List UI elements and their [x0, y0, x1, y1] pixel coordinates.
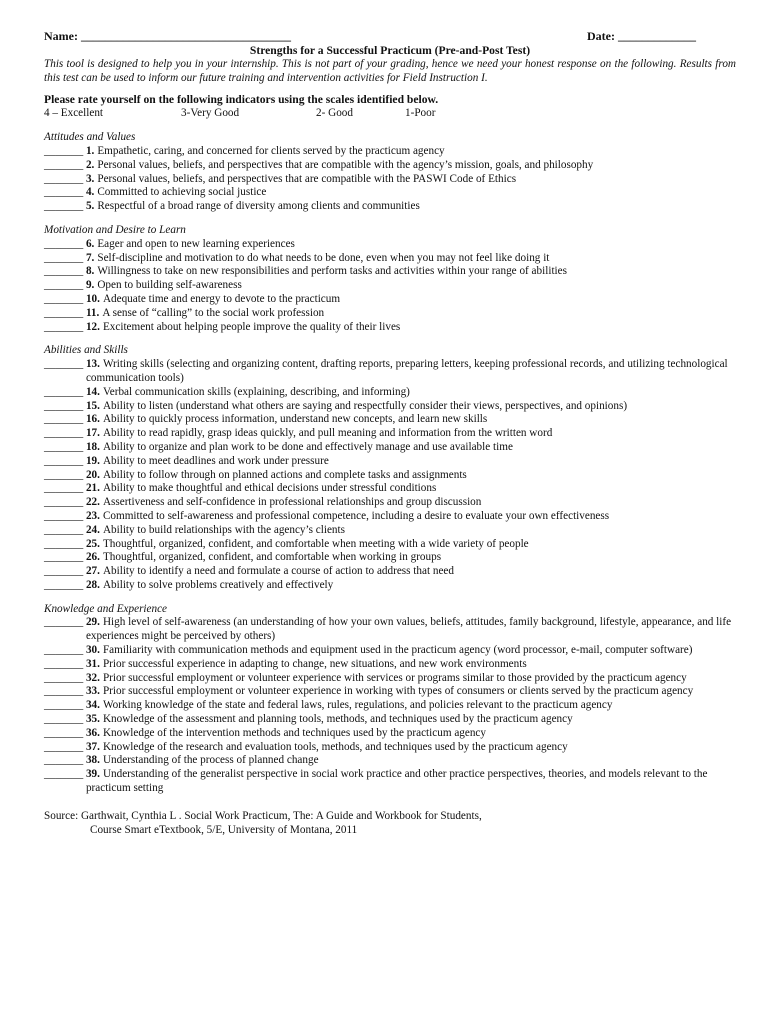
rating-blank[interactable]: _______: [44, 768, 86, 781]
rating-blank[interactable]: _______: [44, 509, 86, 522]
indicator-number: 36.: [85, 726, 100, 739]
indicator-text-wrap: [86, 252, 736, 266]
source-citation: [44, 810, 736, 838]
rating-blank[interactable]: _______: [44, 320, 86, 333]
indicator-item: [44, 768, 736, 796]
indicator-number: 7.: [85, 251, 95, 264]
indicator-text-wrap: [86, 413, 736, 427]
indicator-text-wrap: [86, 159, 736, 173]
indicator-text-wrap: [86, 386, 736, 400]
indicator-item: [44, 441, 736, 455]
indicator-text-wrap: [86, 644, 736, 658]
indicator-number: 32.: [85, 671, 100, 684]
indicator-text-wrap: [86, 358, 736, 386]
rating-blank[interactable]: _______: [44, 292, 86, 305]
indicator-item: [44, 685, 736, 699]
section-title: Motivation and Desire to Learn: [44, 223, 186, 236]
indicator-item: [44, 551, 736, 565]
indicator-text-wrap: [86, 496, 736, 510]
indicator-text-wrap: [86, 427, 736, 441]
indicator-number: 5.: [85, 200, 95, 213]
scale-excellent: 4 – Excellent: [44, 107, 104, 120]
indicator-text-wrap: [86, 510, 736, 524]
indicator-number: 17.: [85, 427, 100, 440]
indicator-text: Ability to identify a need and formulate a course of action to address that need: [102, 565, 454, 578]
indicator-number: 38.: [85, 754, 100, 767]
indicator-text: Committed to achieving social justice: [97, 186, 267, 199]
rating-blank[interactable]: _______: [44, 279, 86, 292]
indicator-text: Prior successful experience in adapting to change, new situations, and new work environments: [102, 657, 527, 670]
section-title: Abilities and Skills: [44, 344, 128, 357]
indicator-number: 39.: [85, 768, 100, 781]
rating-blank[interactable]: _______: [44, 172, 86, 185]
indicator-text-wrap: [86, 672, 736, 686]
indicator-text: Ability to meet deadlines and work under pressure: [102, 454, 329, 467]
indicator-number: 11.: [85, 306, 100, 319]
indicator-number: 13.: [85, 358, 100, 371]
indicator-text-wrap: [86, 469, 736, 483]
indicator-number: 10.: [85, 292, 100, 305]
rating-blank[interactable]: _______: [44, 158, 86, 171]
indicator-number: 30.: [85, 644, 100, 657]
indicator-number: 24.: [85, 523, 100, 536]
rating-blank[interactable]: _______: [44, 523, 86, 536]
indicator-number: 6.: [85, 237, 95, 250]
rating-blank[interactable]: _______: [44, 468, 86, 481]
scale-poor: 1-Poor: [405, 107, 436, 120]
indicator-text: Personal values, beliefs, and perspectives that are compatible with the agency’s mission, goals, and philosophy: [97, 158, 594, 171]
rating-blank[interactable]: _______: [44, 144, 86, 157]
indicator-text: High level of self-awareness (an understanding of how your own values, beliefs, attitudes, family background, lifestyle, appearance, and life experiences might be perceived by others): [85, 616, 732, 643]
indicator-text: Open to building self-awareness: [97, 279, 242, 292]
indicator-number: 16.: [85, 413, 100, 426]
rating-blank[interactable]: _______: [44, 537, 86, 550]
rating-blank[interactable]: _______: [44, 237, 86, 250]
indicator-text-wrap: [86, 173, 736, 187]
indicator-item: [44, 413, 736, 427]
name-field: Name: ___________________________________: [44, 29, 291, 43]
indicator-text-wrap: [86, 200, 736, 214]
indicator-number: 21.: [85, 482, 100, 495]
indicator-item: [44, 469, 736, 483]
rating-blank[interactable]: _______: [44, 578, 86, 591]
indicator-text: Knowledge of the research and evaluation tools, methods, and techniques used by the practicum agency: [102, 740, 568, 753]
indicator-text-wrap: [86, 768, 736, 796]
indicator-item: [44, 672, 736, 686]
indicator-text: Thoughtful, organized, confident, and comfortable when working in groups: [102, 551, 442, 564]
indicator-text-wrap: [86, 699, 736, 713]
indicator-number: 18.: [85, 440, 100, 453]
scale-good: 2- Good: [316, 107, 353, 120]
indicator-text: Thoughtful, organized, confident, and comfortable when meeting with a wide variety of people: [102, 537, 529, 550]
rating-blank[interactable]: _______: [44, 699, 86, 712]
page-title: Strengths for a Successful Practicum (Pre-and-Post Test): [249, 44, 531, 57]
rating-scale: [44, 107, 736, 121]
indicator-item: [44, 238, 736, 252]
rating-blank[interactable]: _______: [44, 726, 86, 739]
indicator-text: Ability to organize and plan work to be done and effectively manage and use available time: [102, 440, 513, 453]
rating-blank[interactable]: _______: [44, 358, 86, 371]
indicator-item: [44, 427, 736, 441]
indicator-item: [44, 482, 736, 496]
indicator-text: Knowledge of the assessment and planning tools, methods, and techniques used by the practicum agency: [102, 713, 573, 726]
indicator-item: [44, 565, 736, 579]
indicator-text-wrap: [86, 551, 736, 565]
indicator-text: Understanding of the process of planned change: [102, 754, 319, 767]
indicator-text-wrap: [86, 186, 736, 200]
indicator-item: [44, 496, 736, 510]
indicator-item: [44, 510, 736, 524]
indicator-item: [44, 293, 736, 307]
indicator-number: 27.: [85, 565, 100, 578]
indicator-text-wrap: [86, 238, 736, 252]
rating-blank[interactable]: _______: [44, 657, 86, 670]
indicator-item: [44, 538, 736, 552]
indicator-item: [44, 358, 736, 386]
indicator-number: 28.: [85, 578, 100, 591]
indicator-text: Ability to make thoughtful and ethical decisions under stressful conditions: [102, 482, 437, 495]
source-line-1: Source: Garthwait, Cynthia L . Social Work Practicum, The: A Guide and Workbook for Students,: [44, 809, 482, 822]
indicator-text: Eager and open to new learning experiences: [97, 237, 295, 250]
rating-blank[interactable]: _______: [44, 671, 86, 684]
indicator-text-wrap: [86, 538, 736, 552]
indicator-text: Prior successful employment or volunteer experience in working with types of consumers or clients served by the practicum agency: [102, 685, 694, 698]
rating-blank[interactable]: _______: [44, 251, 86, 264]
indicator-text: Ability to quickly process information, understand new concepts, and learn new skills: [102, 413, 488, 426]
indicator-text: Verbal communication skills (explaining, describing, and informing): [102, 385, 410, 398]
indicator-item: [44, 307, 736, 321]
indicator-text: Ability to listen (understand what others are saying and respectfully consider their views, perspectives, and opinions): [102, 399, 628, 412]
rating-blank[interactable]: _______: [44, 186, 86, 199]
indicator-item: [44, 386, 736, 400]
rating-blank[interactable]: _______: [44, 496, 86, 509]
intro-paragraph: This tool is designed to help you in your internship. This is not part of your grading, hence we need your honest response on the following. Results from this test can be used to inform our future training and intervention activities for Field Instruction I.: [44, 57, 736, 84]
indicator-text: Understanding of the generalist perspective in social work practice and other practice perspectives, theories, and models relevant to the practicum setting: [85, 768, 708, 795]
indicator-number: 37.: [85, 740, 100, 753]
indicator-item: [44, 524, 736, 538]
indicator-text: Ability to read rapidly, grasp ideas quickly, and pull meaning and information from the written word: [102, 427, 553, 440]
date-field: Date: _____________: [587, 29, 696, 43]
indicator-text: Assertiveness and self-confidence in professional relationships and group discussion: [102, 496, 482, 509]
indicator-text-wrap: [86, 455, 736, 469]
indicator-text: Familiarity with communication methods and equipment used in the practicum agency (word processor, e-mail, computer software): [102, 644, 693, 657]
indicator-text-wrap: [86, 713, 736, 727]
indicator-item: [44, 616, 736, 644]
indicator-number: 14.: [85, 385, 100, 398]
rating-blank[interactable]: _______: [44, 200, 86, 213]
indicator-item: [44, 173, 736, 187]
indicator-text: Empathetic, caring, and concerned for clients served by the practicum agency: [97, 144, 445, 157]
rating-blank[interactable]: _______: [44, 399, 86, 412]
indicator-text: A sense of “calling” to the social work profession: [102, 306, 325, 319]
rating-blank[interactable]: _______: [44, 413, 86, 426]
rating-blank[interactable]: _______: [44, 644, 86, 657]
indicator-item: [44, 200, 736, 214]
indicator-text: Excitement about helping people improve the quality of their lives: [102, 320, 401, 333]
rating-blank[interactable]: _______: [44, 551, 86, 564]
indicator-item: [44, 741, 736, 755]
indicator-text-wrap: [86, 616, 736, 644]
indicator-number: 19.: [85, 454, 100, 467]
indicator-number: 12.: [85, 320, 100, 333]
indicator-text: Ability to solve problems creatively and effectively: [102, 578, 334, 591]
rating-blank[interactable]: _______: [44, 385, 86, 398]
indicator-text-wrap: [86, 727, 736, 741]
indicator-number: 23.: [85, 509, 100, 522]
indicator-number: 2.: [85, 158, 95, 171]
indicator-text-wrap: [86, 524, 736, 538]
rating-blank[interactable]: _______: [44, 482, 86, 495]
indicator-text-wrap: [86, 754, 736, 768]
indicator-text: Working knowledge of the state and federal laws, rules, regulations, and policies relevant to the practicum agency: [102, 699, 613, 712]
indicator-item: [44, 754, 736, 768]
rating-blank[interactable]: _______: [44, 440, 86, 453]
source-line-2: Course Smart eTextbook, 5/E, University of Montana, 2011: [90, 823, 358, 836]
indicator-text-wrap: [86, 741, 736, 755]
scale-very-good: 3-Very Good: [181, 107, 240, 120]
indicator-item: [44, 252, 736, 266]
indicator-text-wrap: [86, 400, 736, 414]
indicator-text: Personal values, beliefs, and perspectives that are compatible with the PASWI Code of Ethics: [97, 172, 517, 185]
indicator-item: [44, 713, 736, 727]
indicator-number: 20.: [85, 468, 100, 481]
indicator-number: 29.: [85, 616, 100, 629]
indicator-text-wrap: [86, 279, 736, 293]
indicator-number: 34.: [85, 699, 100, 712]
indicator-item: [44, 658, 736, 672]
indicator-number: 26.: [85, 551, 100, 564]
indicator-number: 33.: [85, 685, 100, 698]
indicator-number: 8.: [85, 265, 95, 278]
indicator-item: [44, 455, 736, 469]
indicator-text: Ability to build relationships with the agency’s clients: [102, 523, 345, 536]
indicator-number: 31.: [85, 657, 100, 670]
indicator-item: [44, 579, 736, 593]
indicator-number: 9.: [85, 279, 95, 292]
indicator-text: Respectful of a broad range of diversity among clients and communities: [97, 200, 420, 213]
indicator-text: Ability to follow through on planned actions and complete tasks and assignments: [102, 468, 467, 481]
rating-blank[interactable]: _______: [44, 754, 86, 767]
indicator-text-wrap: [86, 307, 736, 321]
indicator-number: 4.: [85, 186, 95, 199]
rating-blank[interactable]: _______: [44, 685, 86, 698]
indicator-item: [44, 265, 736, 279]
indicator-number: 25.: [85, 537, 100, 550]
indicator-item: [44, 400, 736, 414]
indicator-item: [44, 644, 736, 658]
indicator-text-wrap: [86, 658, 736, 672]
indicator-text-wrap: [86, 441, 736, 455]
indicator-number: 35.: [85, 713, 100, 726]
rating-blank[interactable]: _______: [44, 713, 86, 726]
indicator-item: [44, 727, 736, 741]
indicator-text-wrap: [86, 265, 736, 279]
rating-blank[interactable]: _______: [44, 740, 86, 753]
indicator-sections: [44, 131, 736, 796]
section-title: Knowledge and Experience: [44, 602, 168, 615]
indicator-text: Willingness to take on new responsibilities and perform tasks and activities within your range of abilities: [97, 265, 567, 278]
indicator-text-wrap: [86, 565, 736, 579]
rating-blank[interactable]: _______: [44, 565, 86, 578]
rating-blank[interactable]: _______: [44, 427, 86, 440]
indicator-text-wrap: [86, 685, 736, 699]
indicator-item: [44, 321, 736, 335]
indicator-item: [44, 186, 736, 200]
indicator-item: [44, 279, 736, 293]
indicator-number: 1.: [85, 144, 95, 157]
indicator-text-wrap: [86, 145, 736, 159]
indicator-text: Writing skills (selecting and organizing content, drafting reports, preparing letters, keeping professional records, and utilizing technological communication tools): [85, 358, 728, 384]
indicator-text-wrap: [86, 293, 736, 307]
rating-blank[interactable]: _______: [44, 306, 86, 319]
indicator-text: Adequate time and energy to devote to the practicum: [102, 292, 341, 305]
indicator-text: Committed to self-awareness and professional competence, including a desire to evaluate your own effectiveness: [102, 509, 610, 522]
indicator-number: 3.: [85, 172, 95, 185]
section-title: Attitudes and Values: [44, 131, 136, 144]
rating-blank[interactable]: _______: [44, 454, 86, 467]
indicator-item: [44, 145, 736, 159]
indicator-text: Knowledge of the intervention methods and techniques used by the practicum agency: [102, 726, 486, 739]
rating-blank[interactable]: _______: [44, 265, 86, 278]
indicator-text: Prior successful employment or volunteer experience with services or programs similar to those provided by the practicum agency: [102, 671, 687, 684]
indicator-number: 22.: [85, 496, 100, 509]
header-row: [44, 30, 736, 44]
indicator-number: 15.: [85, 399, 100, 412]
rating-instructions: Please rate yourself on the following indicators using the scales identified below.: [44, 93, 439, 107]
indicator-text-wrap: [86, 579, 736, 593]
indicator-item: [44, 159, 736, 173]
indicator-text: Self-discipline and motivation to do what needs to be done, even when you may not feel like doing it: [97, 251, 550, 264]
rating-blank[interactable]: _______: [44, 616, 86, 629]
indicator-text-wrap: [86, 321, 736, 335]
indicator-item: [44, 699, 736, 713]
indicator-text-wrap: [86, 482, 736, 496]
